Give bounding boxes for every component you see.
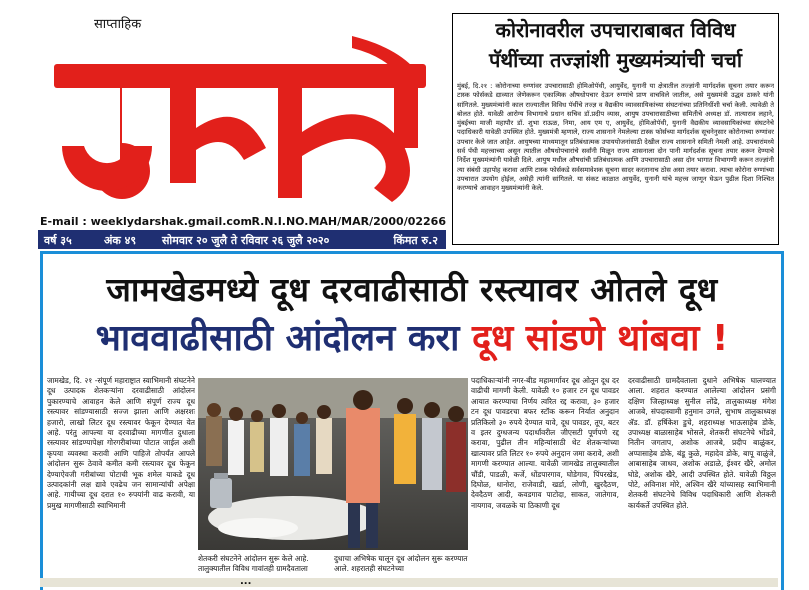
- issue-bar: [38, 230, 446, 249]
- corona-body: मुंबई, दि.२१ : कोरोनाच्या रुग्णांवर उपचारासाठी होमिओपॅथी, आयुर्वेद, युनानी या क्षेत्रातील तज्ज्ञांनी मार्गदर्शक सूचना तयार करून टास्क फोर्सकडे द्याव्यात जेणेकरून एकात्मिक औषधोपचार देऊन रुग्णांचे प्राण वाचविले जातील, असे मुख्यमंत्री उद्धव ठाकरे यांनी सांगितले. मुख्यमंत्र्यांनी काल राज्यातील विविध पॅथींचे तज्ज्ञ व वैद्यकीय व्यावसायिकांच्या संघटनांच्या प्रतिनिधींशी चर्चा केली. त्यावेळी ते बोलत होते. यावेळी आरोग्य विभागाचे प्रधान सचिव डॉ.प्रदीप व्यास, आयुष उपचारासाठीच्या समितीचे अध्यक्ष डॉ. तात्याराव लहाने, मुंबईच्या माजी महापौर डॉ. शुभा राऊळ, निमा, आय एम ए, आयुर्वेद, होमिओपॅथी, युनानी वैद्यकीय व्यावसायिकांच्या संघटनेचे पदाधिकारी यावेळी उपस्थित होते. मुख्यमंत्री म्हणाले, राज्य शासनाने नेमलेल्या टास्क फोर्सच्या मार्गदर्शक सूचनेनुसार कोरोनाच्या रुग्णांवर उपचार केले जात आहेत. आयुषच्या माध्यमातून प्रतिबंधात्मक उपाययोजनांसाठी देखील राज्य शासनाने समिती नेमली आहे. उपचारांमध्ये सर्व पॅथी महत्त्वाच्या असून त्यातील औषधोपचारांचे सर्वांनी मिळून राज्य शासनाला दोन पानी मार्गदर्शक सूचना तयार करून देण्याचे निर्देश मुख्यमंत्र्यांनी यावेळी दिले. आयुष मधील औषधांची प्रतिबंधात्मक आणि उपचारासाठी असा दोन भागात विभागणी करून तज्ज्ञांनी त्या संबंधी उहापोह करावा आणि टास्क फोर्सकडे सर्वसमावेशक सूचना सादर करतानाच ठोस असा तयार करावा. त्याचा कोरोना रुग्णांच्या उपचारात उपयोग होईल, असेही त्यांनी सांगितले. या संकट काळात आयुर्वेद, युनानी यांचे महत्त्व जाणून घेऊन पुढील दिशा निश्चित करण्याचे आवाहन मुख्यमंत्र्यांनी केले.: [457, 82, 774, 193]
- issue-dates: सोमवार २० जुलै ते रविवार २६ जुलै २०२०: [162, 234, 330, 247]
- next-story-strip: [40, 578, 778, 587]
- corona-headline-line1: कोरोनावरील उपचाराबाबत विविध: [495, 18, 736, 42]
- photo-caption-left: शेतकरी संघटनेने आंदोलन सुरू केले आहे. तालुक्यातील विविध गावांतही ग्रामदैवताला: [198, 554, 309, 574]
- story-column-1: जामखेड, दि. २१ -संपूर्ण महाराष्ट्रात स्वाभिमानी संघटनेने दूध उत्पादक शेतकऱ्यांना दरवाढीसाठी आंदोलन पुकारण्याचे आवाहन केले आणि संपूर्ण राज्य दूध रस्त्यावर सांडण्यासाठी सज्ज झाला आणि अक्षरशः हजारो, लाखो लिटर दूध रस्त्यावर फेकून देण्यात येत आहे. परंतु आपल्या या दरवाढीच्या मागणीत दुधाला रस्त्यावर सांडण्यापेक्षा गोरगरीबांच्या पोटात जाईल अशी कृपया व्यवस्था करावी आणि पाहिजे तोपर्यंत आपले आंदोलन सुरू ठेवावे कमीत कमी रस्त्यावर दूध फेकून देण्याऐवजी गरीबांच्या पोटाची भूक शमेल याकडे दूध उत्पादकांनी लक्ष द्यावे एवढेच जन सामान्यांची अपेक्षा आहे. गायीच्या दूध दरात १० रुपयांनी वाढ करावी, या प्रमुख मागणीसाठी स्वाभिमानी: [47, 376, 195, 510]
- issue-year: वर्ष ३५: [44, 234, 72, 247]
- corona-story: [452, 13, 779, 245]
- registration-number: R.N.I.NO.MAH/MAR/2000/02266: [251, 215, 446, 228]
- darshak-logo: [52, 36, 432, 211]
- headline-part-agitate: भाववाढीसाठी आंदोलन करा: [95, 318, 460, 359]
- main-headline-line2: [43, 312, 781, 361]
- headline-part-stop-spilling: दूध सांडणे थांबवा !: [471, 318, 729, 359]
- main-headline-line1: जामखेडमध्ये दूध दरवाढीसाठी रस्त्यावर ओतले दूध: [106, 270, 718, 309]
- main-story: [40, 251, 784, 590]
- protest-photo: [198, 378, 468, 550]
- corona-headline-line2: पॅथींच्या तज्ज्ञांशी मुख्यमंत्र्यांची चर्चा: [488, 48, 743, 72]
- meta-row: [38, 215, 446, 231]
- weekly-label: साप्ताहिक: [94, 17, 142, 32]
- issue-price: किंमत रु.२: [393, 234, 438, 247]
- story-column-3: पदाधिकाऱ्यांनी नगर-बीड महामार्गावर दूध ओतून दूध दर वाढीची मागणी केली. यावेळी १० हजार टन दूध पावडर आयात करण्याचा निर्णय त्वरित रद्द करावा, ३० हजार टन दूध पावडरचा बफर स्टॉक करून निर्यात अनुदान प्रतिकिलो ३० रुपये देण्यात यावे, दूध पावडर, तूप, बटर व इतर दुग्धजन्य पदार्थांवरील जीएसटी पूर्णपणे रद्द करावा, पुढील तीन महिन्यांसाठी थेट शेतकऱ्यांच्या खात्यावर प्रति लिटर १० रुपये अनुदान जमा करावे, अशी मागणी करण्यात आल्या. यावेळी जामखेड तालुक्यातील चौंडी, पाडळी, कर्जे, धोंडपारगाव, घोडेगाव, पिंपरखेड, दिघोळ, धानोरा, राजेवाडी, खर्डा, लोणी, खुरदैठण, देवदैठण आदी, कवडगाव पाटोदा, साकत, जातेगाव, नायगाव, जवळके या ठिकाणी दूध: [471, 376, 619, 510]
- masthead: [38, 14, 446, 246]
- photo-caption-right: दुधाचा अभिषेक घालून दूध आंदोलन सुरू करण्यात आले. शहरातही संघटनेच्या: [334, 554, 468, 574]
- story-column-4: दरवाढीसाठी ग्रामदैवताला दुधाने अभिषेक घालण्यात आला. शहरात करण्यात आलेल्या आंदोलन प्रसंगी दक्षिण जिल्हाध्यक्ष सुनील लोंढे, तालुकाध्यक्ष मंगेश आजबे, संपदास्वामी हनुमान उगले, सुभाष तालुकाध्यक्ष ॲड. डॉ. हर्षिकेश डुचे, शहराध्यक्ष भाऊसाहेब डोके, उपाध्यक्ष बाळासाहेब भोसले, शेतकरी संघटनेचे भोंडवे, नितीन जगताप, अशोक आजबे, प्रदीप बाळुंकर, अप्पासाहेब डोके, बंडू कुळे, महादेव डोके, बापू वाळुंजे, आबासाहेब जाधव, अशोक अडाळे, ईश्वर खैरे, अमोल घोडे, अशोक खैरे, आदी उपस्थित होते. यावेळी विठ्ठल पोटे, अविनाश मोरे, अश्विन खैरे यांच्यासह स्वाभिमानी शेतकरी संघटनेचे विविध पदाधिकारी आणि शेतकरी कार्यकर्ते उपस्थित होते.: [628, 376, 776, 510]
- next-story-partial-text: ...: [240, 576, 252, 587]
- email-address: E-mail : weeklydarshak.gmail.com: [40, 215, 252, 228]
- issue-number: अंक ४९: [104, 234, 137, 247]
